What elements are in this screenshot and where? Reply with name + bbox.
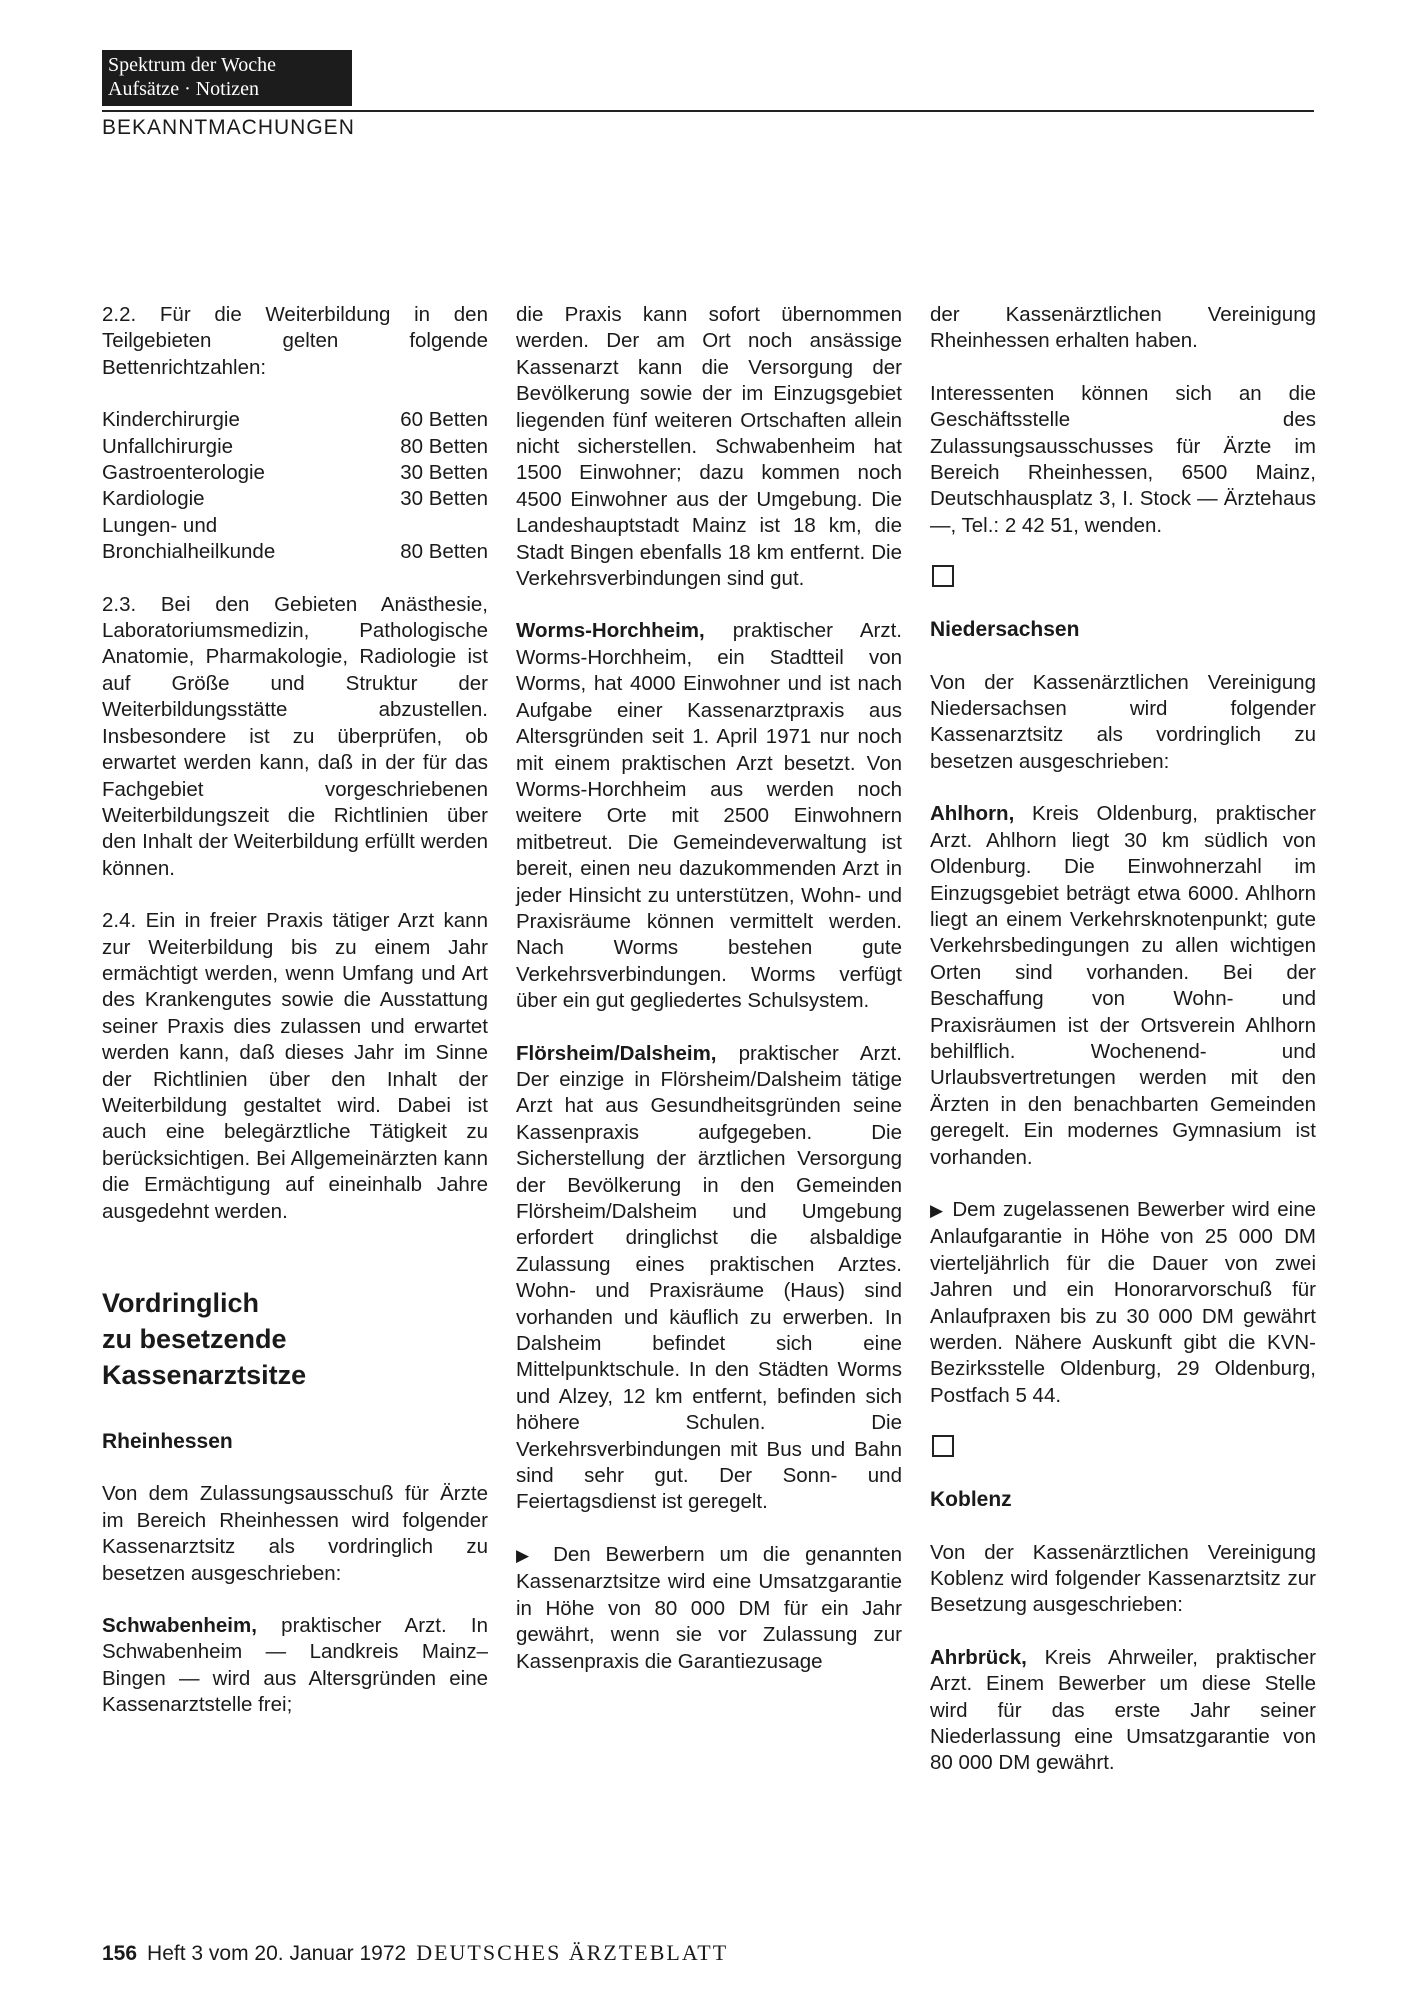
- paragraph-2-3: 2.3. Bei den Gebieten Anästhesie, Laboratoriumsmedizin, Pathologische Anatomie, Pharmakologie, Radiologie ist auf Größe und Struktur der Weiterbildungsstätte abzustellen. Insbesondere ist zu überprüfen, ob erwartet werden kann, daß in der für das Fachgebiet vorgeschriebenen Weiterbildungszeit die Richtlinien über den Inhalt der Weiterbildung erfüllt werden können.: [102, 592, 488, 880]
- entry-text: Kreis Oldenburg, praktischer Arzt. Ahlhorn liegt 30 km südlich von Oldenburg. Die Einwohnerzahl im Einzugsgebiet beträgt etwa 6000. Ahlhorn liegt an einem Verkehrsknotenpunkt; gute Verkehrsbedingungen zu allen wichtigen Orten sind vorhanden. Bei der Beschaffung von Wohn- und Praxisräumen ist der Ortsverein Ahlhorn behilflich. Wochenend- und Urlaubsvertretungen werden mit den Ärzten in den benachbarten Gemeinden geregelt. Ein modernes Gymnasium ist vorhanden.: [930, 802, 1316, 1169]
- column-1: [102, 302, 488, 1745]
- bed-name: Gastroenterologie: [102, 461, 265, 485]
- entry-text: praktischer Arzt. In Schwabenheim — Landkreis Mainz–Bingen — wird aus Altersgründen eine Kassenarztstelle frei;: [102, 1614, 488, 1717]
- place-name: Worms-Horchheim,: [516, 619, 705, 643]
- floersheim-entry: [516, 1041, 902, 1516]
- header-line-2: Aufsätze · Notizen: [108, 78, 260, 100]
- column-2: [516, 302, 902, 1701]
- place-name: Schwabenheim,: [102, 1614, 257, 1638]
- issue-info: Heft 3 vom 20. Januar 1972: [147, 1942, 407, 1965]
- paragraph-2-4: 2.4. Ein in freier Praxis tätiger Arzt kann zur Weiterbildung bis zu einem Jahr ermächtigt werden, wenn Umfang und Art des Krankengutes sowie die Ausstattung seiner Praxis dies zulassen und erwartet werden kann, daß dieses Jahr im Sinne der Richtlinien über den Inhalt der Weiterbildung gestaltet wird. Dabei ist auch eine belegärztliche Tätigkeit zu berücksichtigen. Bei Allgemeinärzten kann die Ermächtigung auf eineinhalb Jahre ausgedehnt werden.: [102, 909, 488, 1223]
- page-number: 156: [102, 1942, 138, 1965]
- bed-name: Kardiologie: [102, 487, 205, 511]
- paragraph-2-2: 2.2. Für die Weiterbildung in den Teilgebieten gelten folgende Bettenrichtzahlen:: [102, 303, 488, 379]
- bed-value: 80 Betten: [400, 540, 488, 564]
- header-line-1: Spektrum der Woche: [108, 54, 276, 76]
- rheinhessen-intro: Von dem Zulassungsausschuß für Ärzte im Bereich Rheinhessen wird folgender Kassenarztsitz als vordringlich zu besetzen ausgeschrieben:: [102, 1482, 488, 1585]
- end-box-icon: [932, 1435, 954, 1457]
- triangle-bullet-icon: ▶: [516, 1545, 539, 1565]
- page-footer: [102, 1940, 728, 1966]
- koblenz-intro: Von der Kassenärztlichen Vereinigung Koblenz wird folgender Kassenarztsitz zur Besetzung ausgeschrieben:: [930, 1540, 1316, 1617]
- main-heading-line: zu besetzende: [102, 1324, 287, 1354]
- bed-value: 80 Betten: [400, 434, 488, 458]
- journal-header-box: [102, 50, 352, 106]
- interest-note: Interessenten können sich an die Geschäftsstelle des Zulassungsausschusses für Ärzte im Bereich Rheinhessen, 6500 Mainz, Deutschhausplatz 3, I. Stock — Ärztehaus —, Tel.: 2 42 51, wenden.: [930, 381, 1316, 537]
- schwabenheim-entry: [102, 1613, 488, 1719]
- place-name: Flörsheim/Dalsheim,: [516, 1041, 717, 1065]
- bed-row: [102, 460, 488, 486]
- main-heading-line: Vordringlich: [102, 1288, 260, 1318]
- region-heading-niedersachsen: Niedersachsen: [930, 618, 1080, 642]
- main-heading: [102, 1285, 488, 1393]
- bed-table: [102, 407, 488, 565]
- guarantee-note: [516, 1542, 902, 1675]
- bed-name: Lungen- und Bronchialheilkunde: [102, 513, 276, 564]
- main-heading-line: Kassenarztsitze: [102, 1360, 307, 1390]
- journal-name: DEUTSCHES ÄRZTEBLATT: [416, 1940, 729, 1965]
- schwabenheim-continued: die Praxis kann sofort übernommen werden. Der am Ort noch ansässige Kassenarzt kann die Versorgung der Bevölkerung sowie der im Einzugsgebiet liegenden fünf weiteren Ortschaften allein nicht sicherstellen. Schwabenheim hat 1500 Einwohner; dazu kommen noch 4500 Einwohner aus der Umgebung. Die Landeshauptstadt Mainz ist 18 km, die Stadt Bingen ebenfalls 18 km entfernt. Die Verkehrsverbindungen sind gut.: [516, 303, 902, 591]
- entry-text: praktischer Arzt. Worms-Horchheim, ein Stadtteil von Worms, hat 4000 Einwohner und ist nach Aufgabe einer Kassenarztpraxis aus Altersgründen seit 1. April 1971 nur noch mit einem praktischen Arzt besetzt. Von Worms-Horchheim aus werden noch weitere Orte mit 2500 Einwohnern mitbetreut. Die Gemeindeverwaltung ist bereit, einen neu dazukommenden Arzt in jeder Hinsicht zu unterstützen, Wohn- und Praxisräume können vermittelt werden. Nach Worms bestehen gute Verkehrsverbindungen. Worms verfügt über ein gut gegliedertes Schulsystem.: [516, 619, 902, 1013]
- bed-row: [102, 434, 488, 460]
- worms-entry: [516, 618, 902, 1014]
- end-box-icon: [932, 565, 954, 587]
- triangle-bullet-icon: ▶: [930, 1200, 945, 1220]
- place-name: Ahrbrück,: [930, 1645, 1027, 1669]
- column-3: [930, 302, 1316, 1803]
- header-rule: [102, 110, 1314, 112]
- guarantee-text: Dem zugelassenen Bewerber wird eine Anlaufgarantie in Höhe von 25 000 DM vierteljährlich für die Dauer von zwei Jahren und ein Honorarvorschuß für Anlaufpraxen bis zu 30 000 DM gewährt werden. Nähere Auskunft gibt die KVN-Bezirksstelle Oldenburg, 29 Oldenburg, Postfach 5 44.: [930, 1197, 1317, 1407]
- section-title: BEKANNTMACHUNGEN: [102, 116, 355, 139]
- ahrbrueck-entry: [930, 1645, 1316, 1777]
- region-heading-rheinhessen: Rheinhessen: [102, 1430, 233, 1453]
- niedersachsen-intro: Von der Kassenärztlichen Vereinigung Niedersachsen wird folgender Kassenarztsitz als vordringlich zu besetzen ausgeschrieben:: [930, 670, 1316, 773]
- bed-value: 60 Betten: [400, 408, 488, 432]
- bed-row: [102, 513, 488, 566]
- place-name: Ahlhorn,: [930, 802, 1015, 826]
- region-heading-koblenz: Koblenz: [930, 1488, 1012, 1512]
- bed-row: [102, 486, 488, 512]
- bed-row: [102, 407, 488, 433]
- entry-text: praktischer Arzt. Der einzige in Flörsheim/Dalsheim tätige Arzt hat aus Gesundheitsgründen seine Kassenpraxis aufgegeben. Die Sicherstellung der ärztlichen Versorgung der Bevölkerung in den Gemeinden Flörsheim/Dalsheim und Umgebung erfordert dringlichst die alsbaldige Zulassung eines praktischen Arztes. Wohn- und Praxisräume (Haus) sind vorhanden und käuflich zu erwerben. In Dalsheim befindet sich eine Mittelpunktschule. In den Städten Worms und Alzey, 12 km entfernt, befinden sich höhere Schulen. Die Verkehrsverbindungen mit Bus und Bahn sind sehr gut. Der Sonn- und Feiertagsdienst ist geregelt.: [516, 1041, 902, 1514]
- bed-name: Unfallchirurgie: [102, 434, 234, 458]
- entry-text: Kreis Ahrweiler, praktischer Arzt. Einem Bewerber um diese Stelle wird für das erste Jahr seiner Niederlassung eine Umsatzgarantie von 80 000 DM gewährt.: [930, 1645, 1316, 1775]
- bed-value: 30 Betten: [400, 487, 488, 511]
- bed-name: Kinderchirurgie: [102, 408, 240, 432]
- bed-value: 30 Betten: [400, 461, 488, 485]
- niedersachsen-guarantee: [930, 1197, 1316, 1409]
- guarantee-text: Den Bewerbern um die genannten Kassenarztsitze wird eine Umsatzgarantie in Höhe von 80 000 DM für ein Jahr gewährt, wenn sie vor Zulassung zur Kassenpraxis die Garantiezusage: [516, 1542, 902, 1673]
- ahlhorn-entry: [930, 801, 1316, 1171]
- guarantee-continued: der Kassenärztlichen Vereinigung Rheinhessen erhalten haben.: [930, 303, 1316, 353]
